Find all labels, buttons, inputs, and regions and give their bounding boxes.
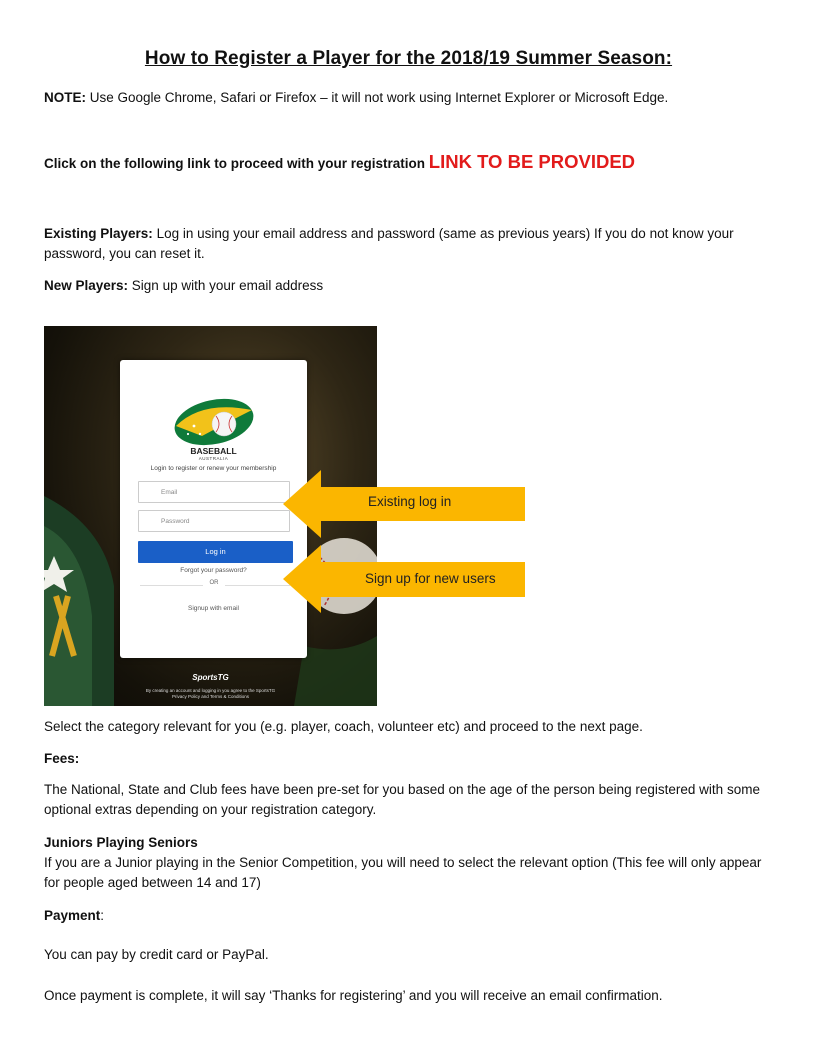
juniors-heading: Juniors Playing Seniors [44, 835, 198, 850]
existing-login-callout [283, 470, 528, 540]
signup-email-link[interactable]: Signup with email [188, 605, 239, 612]
forgot-password-link[interactable]: Forgot your password? [180, 567, 247, 574]
baseball-australia-logo [172, 396, 256, 448]
note-label: NOTE: [44, 90, 86, 105]
link-intro-text: Click on the following link to proceed with your registration [44, 156, 429, 171]
login-card [120, 360, 307, 658]
note-paragraph [44, 88, 774, 108]
sportstg-logo: SportsTG [192, 673, 229, 682]
page-title: How to Register a Player for the 2018/19 Summer Season: [144, 48, 673, 69]
payment-heading-line [44, 906, 774, 926]
login-tagline: Login to register or renew your membership [150, 465, 277, 472]
or-label: OR [203, 580, 225, 586]
login-button[interactable]: Log in [138, 541, 293, 563]
existing-players-paragraph [44, 224, 774, 264]
registration-link-paragraph [44, 152, 774, 174]
payment-heading: Payment [44, 908, 101, 923]
new-players-label: New Players: [44, 278, 129, 293]
existing-label: Existing Players: [44, 226, 153, 241]
new-players-text: Sign up with your email address [128, 278, 324, 293]
fees-paragraph: The National, State and Club fees have been pre-set for you based on the age of the person being registered with some optional extras depending on your registration category. [44, 782, 760, 817]
signup-label: Sign up for new users [365, 571, 496, 586]
payment-colon: : [100, 908, 105, 923]
existing-text: Log in using your email address and password (same as previous years) If you do not know your password, you can reset it. [44, 226, 734, 261]
select-category-paragraph: Select the category relevant for you (e.g. player, coach, volunteer etc) and proceed to the next page. [44, 719, 643, 734]
footer-fine-line-1: By creating an account and logging in you agree to the SportsTG [145, 688, 276, 693]
new-players-paragraph [44, 276, 774, 296]
footer-fine-line-2: Privacy Policy and Terms & Conditions [172, 694, 249, 699]
payment-paragraph: You can pay by credit card or PayPal. [44, 947, 269, 962]
juniors-paragraph: If you are a Junior playing in the Senior Competition, you will need to select the relevant option (This fee will only appear for people aged between 14 and 17) [44, 855, 762, 890]
note-text: Use Google Chrome, Safari or Firefox – it will not work using Internet Explorer or Microsoft Edge. [86, 90, 669, 105]
registration-link[interactable]: LINK TO BE PROVIDED [428, 151, 636, 172]
email-field[interactable]: Email [138, 481, 290, 503]
password-field[interactable]: Password [138, 510, 290, 532]
existing-login-label: Existing log in [368, 494, 452, 509]
confirmation-paragraph: Once payment is complete, it will say ‘Thanks for registering’ and you will receive an email confirmation. [44, 988, 663, 1003]
signup-callout [283, 545, 528, 615]
brand-name: BASEBALL [190, 446, 237, 456]
brand-subtitle: AUSTRALIA [198, 456, 229, 461]
fees-heading: Fees: [44, 751, 80, 766]
footer-fine-print [44, 688, 377, 700]
